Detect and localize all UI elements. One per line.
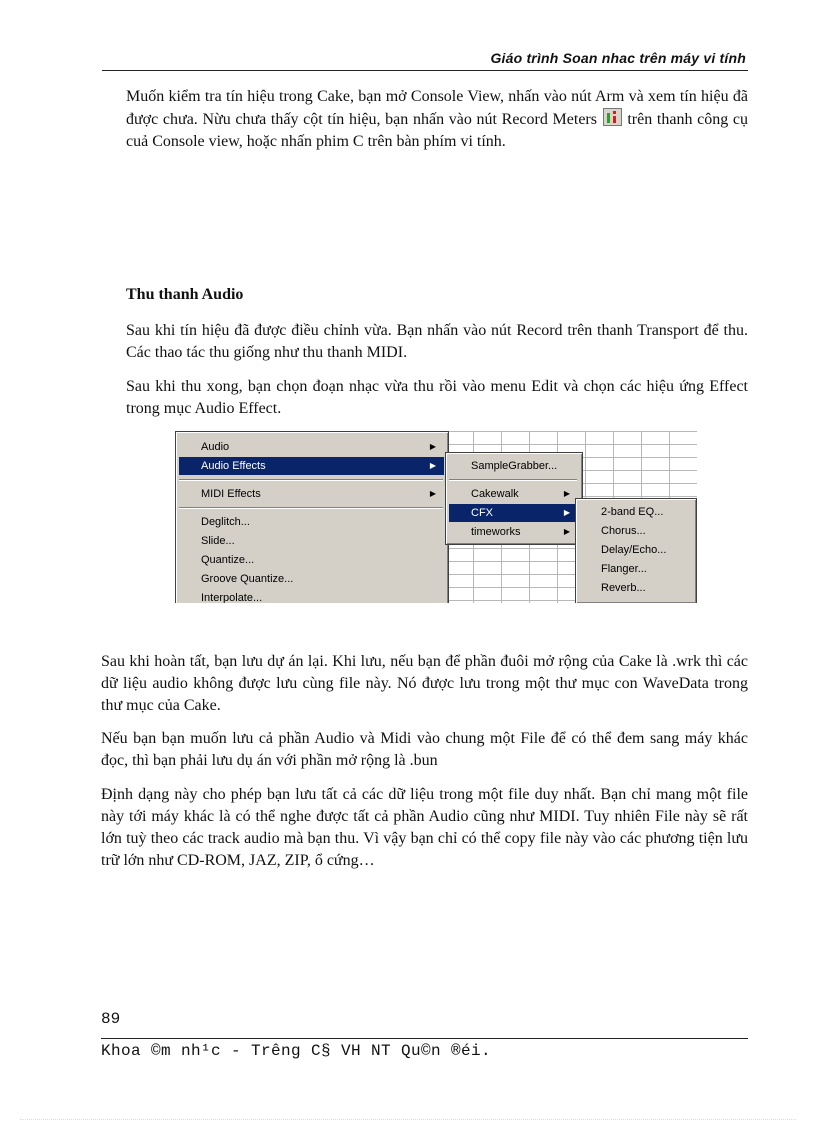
submenu-arrow-icon: ▶ [429,442,436,451]
menu-item-cakewalk[interactable]: Cakewalk ▶ [449,485,578,503]
menu-item-flanger[interactable]: Flanger... [601,563,647,575]
paragraph-check-signal [126,86,748,153]
page-number: 89 [101,1010,121,1028]
paragraph-check-signal-text: Muốn kiểm tra tín hiệu trong Cake, bạn mở Console View, nhấn vào nút Arm và xem tín hiệu đã được chưa. Nừu chưa thấy cột tín hiệu, bạn nhấn vào nút Record Meters [126,88,748,128]
menu-item-timeworks[interactable]: timeworks ▶ [449,523,578,541]
menu-item-audio-effects[interactable]: Audio Effects ▶ [179,457,444,475]
menu-item-samplegrabber[interactable]: SampleGrabber... [471,460,558,472]
menu-item-chorus[interactable]: Chorus... [601,525,646,537]
section-heading: Thu thanh Audio [126,286,244,303]
footer-text: Khoa ©m nh¹c - Trêng C§ VH NT Qu©n ®éi. [101,1042,492,1060]
paragraph-check-signal-text-end: trên thanh công cụ cuả Console view, hoặc nhấn phim C trên bàn phím vi tính. [126,111,749,150]
page-edge-dots [20,1119,796,1120]
menu-separator [449,479,577,481]
cfx-submenu [575,498,697,603]
paragraph-effects: Sau khi thu xong, bạn chọn đoạn nhạc vừa thu rồi vào menu Edit và chọn các hiệu ứng Effect trong mục Audio Effect. [126,378,748,417]
submenu-arrow-icon: ▶ [563,527,570,536]
menu-item-delay-echo[interactable]: Delay/Echo... [601,544,667,556]
menu-item-audio[interactable]: Audio ▶ [179,438,444,456]
menu-item-interpolate[interactable]: Interpolate... [201,592,263,603]
submenu-arrow-icon: ▶ [563,489,570,498]
paragraph-save: Sau khi hoàn tất, bạn lưu dự án lại. Khi lưu, nếu bạn để phần đuôi mở rộng của Cake là .wrk thì các dữ liệu audio không được lưu cùng file này. Nó được lưu trong một thư mục con WaveData trong thư mục của Cake. [101,653,748,714]
menu-item-slide[interactable]: Slide... [201,535,235,547]
paragraph-format: Định dạng này cho phép bạn lưu tất cả các dữ liệu trong một file duy nhất. Bạn chỉ mang một file này tới máy khác là có thể nghe được tất cả phần Audio cũng như MIDI. Tuy nhiên File này sẽ rất lớn tuỳ theo các track audio mà bạn thu. Vì vậy bạn chỉ có thể copy file này vào các phương tiện lưu trữ lớn như CD-ROM, JAZ, ZIP, ổ cứng… [101,786,748,869]
menu-separator [179,479,443,481]
audio-effects-submenu [445,452,583,545]
menu-separator [179,507,443,509]
menu-item-midi-effects[interactable]: MIDI Effects ▶ [179,485,444,503]
record-meters-icon [603,108,622,126]
edit-menu [175,431,449,603]
paragraph-bun: Nếu bạn bạn muốn lưu cả phần Audio và Midi vào chung một File để có thể đem sang máy khác đọc, thì bạn phải lưu dụ án với phần mở rộng là .bun [101,730,748,769]
menu-item-groove-quantize[interactable]: Groove Quantize... [201,573,294,585]
submenu-arrow-icon: ▶ [429,489,436,498]
audio-effects-menu-screenshot [175,431,697,603]
footer-divider [101,1038,748,1039]
menu-item-quantize[interactable]: Quantize... [201,554,255,566]
page-header [102,50,748,71]
menu-item-2-band-eq[interactable]: 2-band EQ... [601,506,664,518]
submenu-arrow-icon: ▶ [429,461,436,470]
menu-item-cfx[interactable]: CFX ▶ [449,504,578,522]
submenu-arrow-icon: ▶ [563,508,570,517]
menu-item-reverb[interactable]: Reverb... [601,582,646,594]
paragraph-record: Sau khi tín hiệu đã được điều chỉnh vừa. Bạn nhấn vào nút Record trên thanh Transport để thu. Các thao tác thu giống như thu thanh MIDI. [126,322,748,361]
header-title: Giáo trình Soan nhac trên máy vi tính [490,50,746,66]
menu-item-deglitch[interactable]: Deglitch... [201,516,250,528]
